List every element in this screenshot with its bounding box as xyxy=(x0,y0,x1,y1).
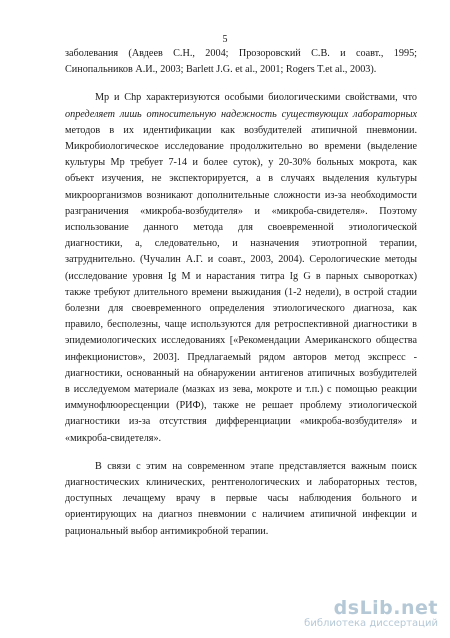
text-line: правило, бесполезны, чаще используются для ретроспективной диагностики в xyxy=(65,319,417,331)
text-line: диагностических клинических, рентгенологических и лабораторных тестов, xyxy=(65,477,417,489)
text-line: затруднительно. (Чучалин А.Г. и соавт., 2003, 2004). Серологические методы xyxy=(65,254,417,266)
text-line: культуры Mp требует 7-14 и более суток), у 20-30% больных мокрота, как xyxy=(65,157,417,169)
text-line: использование данного метода для своевременной этиологической xyxy=(65,222,417,234)
text-line: (исследование уровня Ig M и нарастания титра Ig G в парных сыворотках) xyxy=(65,270,417,282)
text-line: «микроба-свидетеля». xyxy=(65,432,162,444)
text-line: инфекционистов», 2003]. Предлагаемый рядом авторов метод экспресс - xyxy=(65,351,417,363)
text-line: заболевания (Авдеев С.Н., 2004; Прозоровский С.В. и соавт., 1995; xyxy=(65,48,417,59)
text-line-italic: определяет лишь относительную надежность существующих лабораторных xyxy=(65,108,417,120)
paragraph-3 xyxy=(65,459,417,540)
text-line: в исследуемом материале (мазках из зева, мокроте и т.п.) с помощью реакции xyxy=(65,384,417,396)
text-line: Микробиологическое исследование продолжительно во времени (выделение xyxy=(65,141,417,153)
page-number: 5 xyxy=(222,34,228,45)
text-line: эпидемиологических исследованиях [«Рекомендации Американского общества xyxy=(65,335,417,347)
text-line: Mp и Chp характеризуются особыми биологическими свойствами, что xyxy=(95,92,417,104)
text-line: методов в их идентификации как возбудителей атипичной пневмонии. xyxy=(65,124,417,136)
text-line: Синопальников А.И., 2003; Barlett J.G. et al., 2001; Rogers T.et al., 2003). xyxy=(65,64,377,76)
text-line: диагностики, основанный на обнаружении антигенов атипичных возбудителей xyxy=(65,367,417,379)
text-line: В связи с этим на современном этапе представляется важным поиск xyxy=(95,460,417,472)
text-line: доступных лечащему врачу в первые часы наблюдения больного и xyxy=(65,493,417,505)
paragraph-2 xyxy=(65,90,417,446)
text-line: иммунофлюоресценции (РИФ), также не решает проблему этиологической xyxy=(65,400,417,412)
text-line: микроорганизмов возникают дополнительные сложности из-за необходимости xyxy=(65,189,417,201)
text-line: объект изучения, не экспекторируется, а в случаях выделения культуры xyxy=(65,173,417,185)
text-line: разграничения «микроба-возбудителя» и «микроба-свидетеля». Поэтому xyxy=(65,205,417,217)
body-text xyxy=(65,46,417,540)
text-line: рациональный выбор антимикробной терапии. xyxy=(65,525,269,537)
text-line: также требуют длительного времени выжидания (1-2 недели), в острой стадии xyxy=(65,286,417,298)
paragraph-1 xyxy=(65,46,417,78)
watermark-subtitle: библиотека диссертаций xyxy=(304,618,438,629)
text-line: диагностики, а, следовательно, и назначения этиотропной терапии, xyxy=(65,238,417,250)
watermark xyxy=(304,598,438,630)
watermark-logo: dsLib.net xyxy=(333,597,438,619)
text-line: болезни для своевременного определения этиологического диагноза, как xyxy=(65,303,417,315)
text-line: диагностики из-за отсутствия дифференциации «микроба-возбудителя» и xyxy=(65,416,417,428)
text-line: ориентирующих на диагноз пневмонии с наличием атипичной инфекции и xyxy=(65,509,417,521)
